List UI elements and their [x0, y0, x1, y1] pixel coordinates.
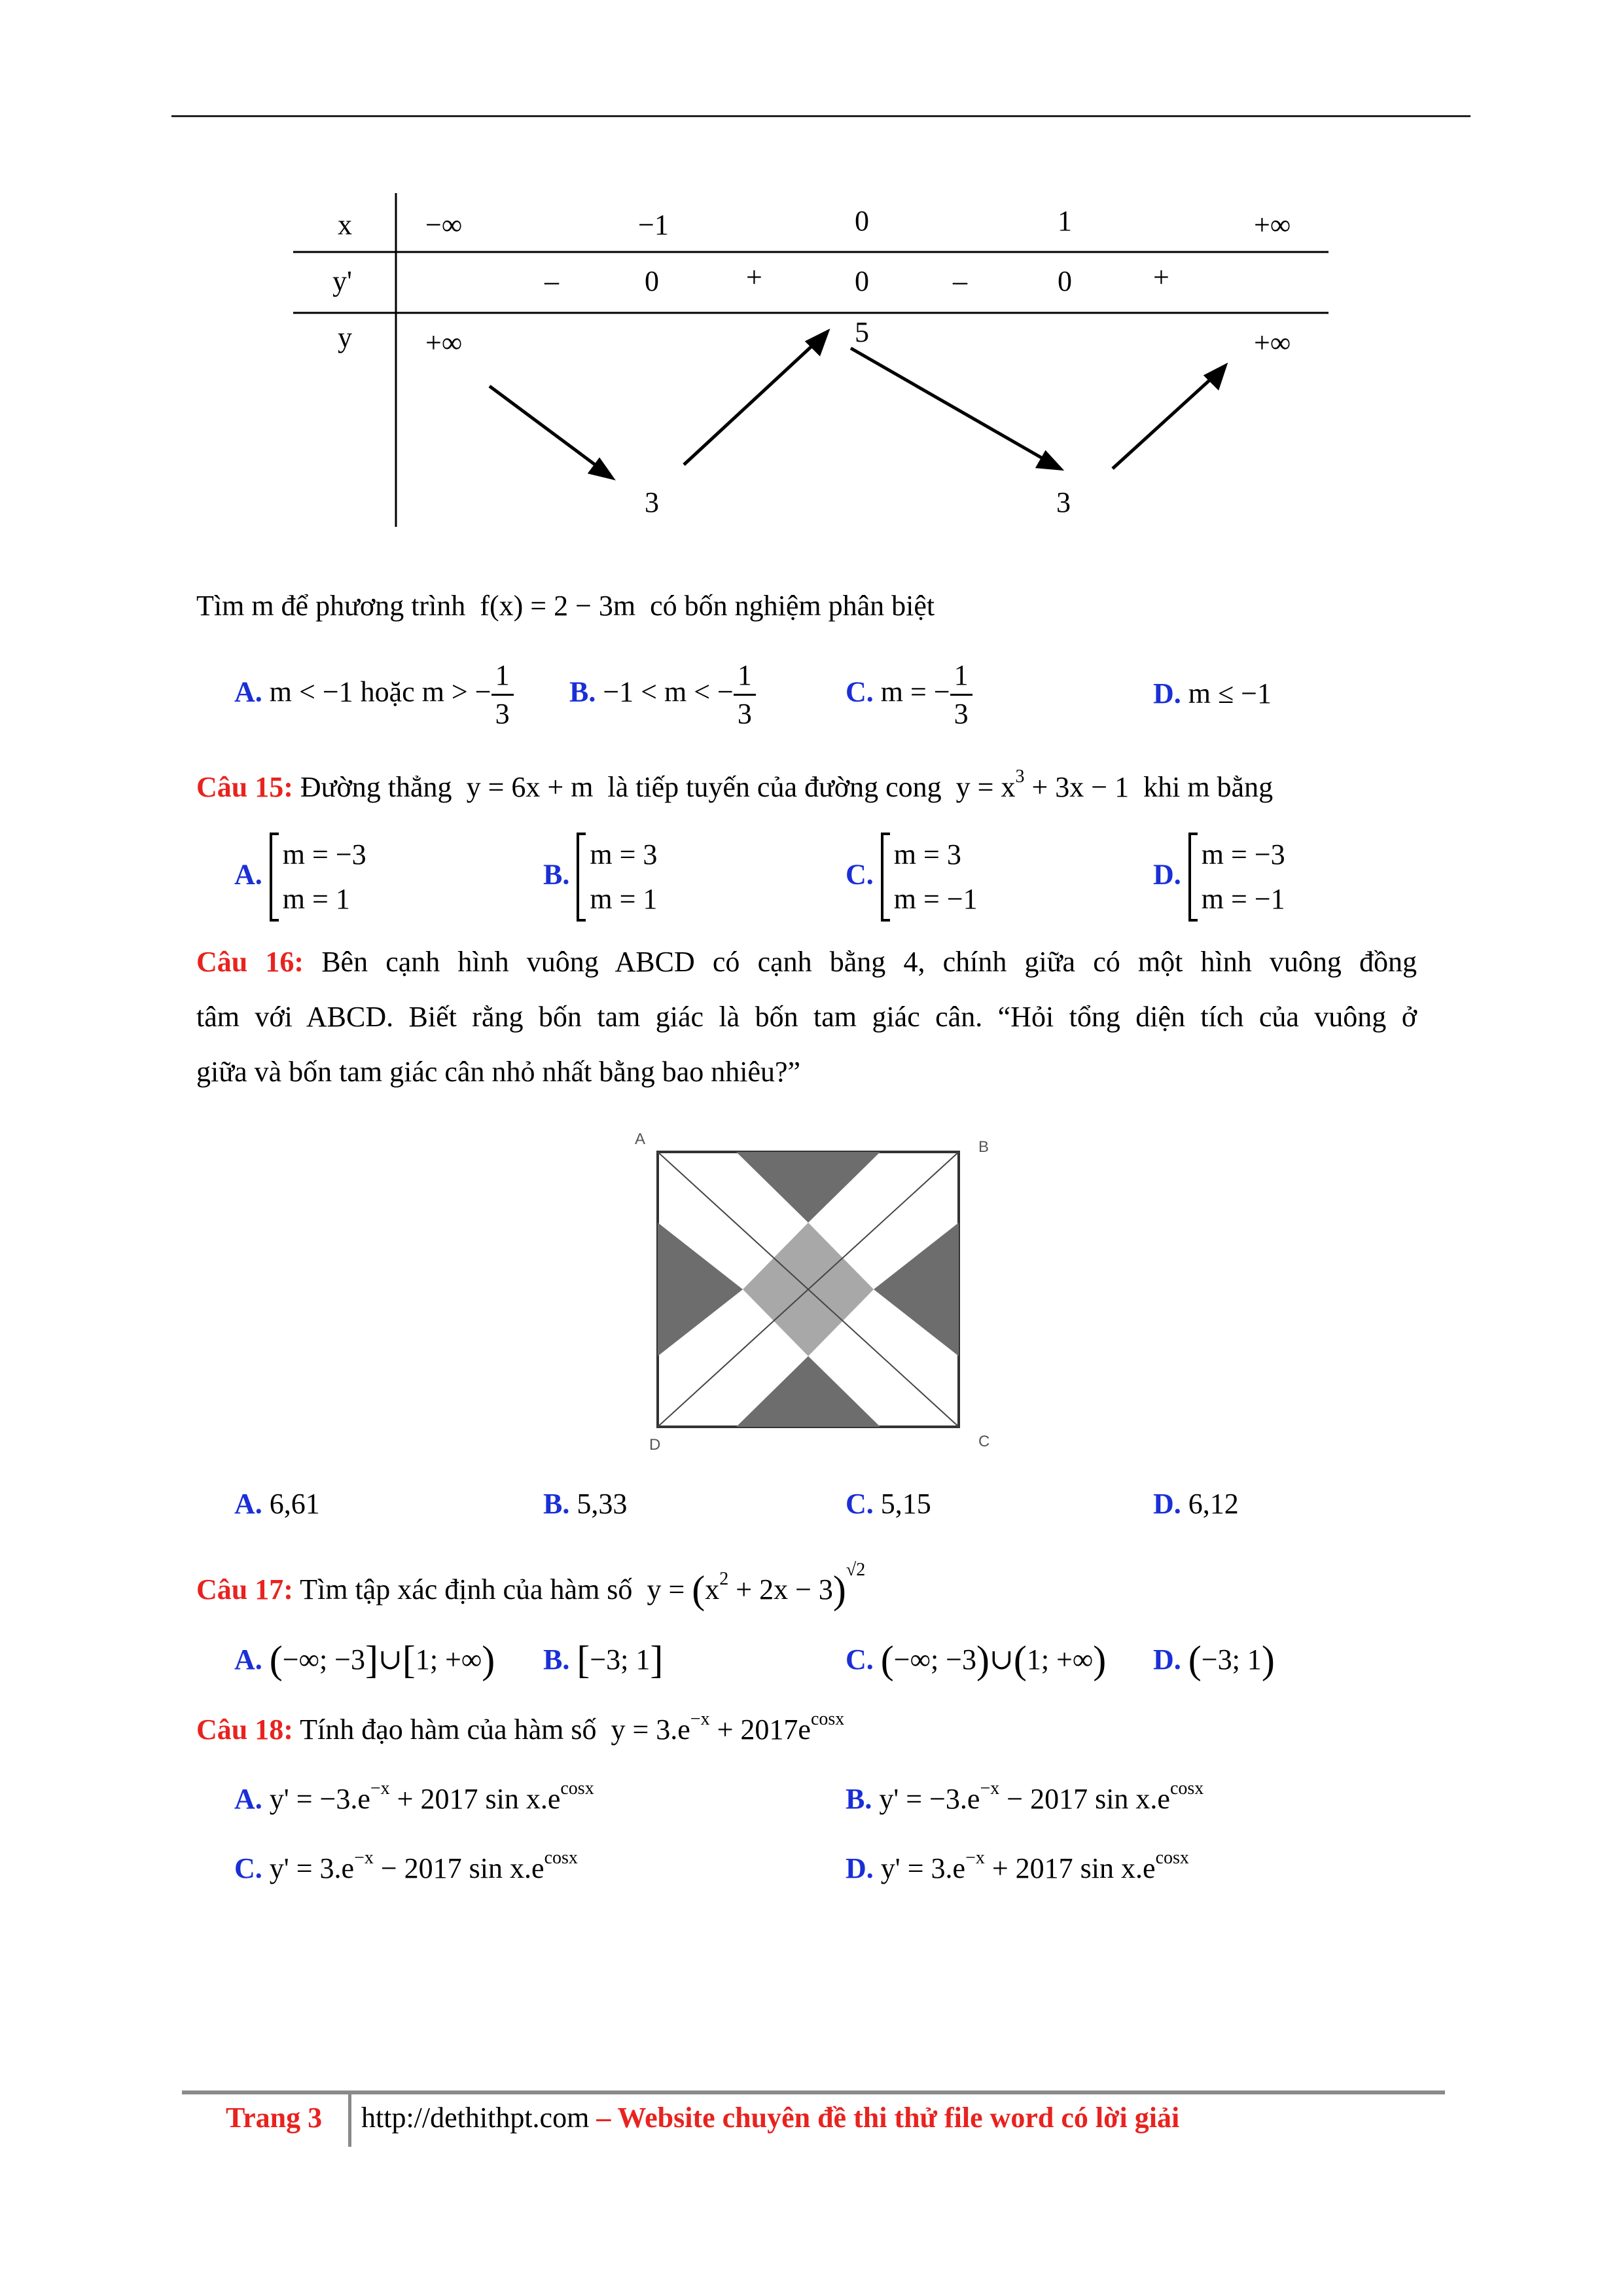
q16-line-2: tâm với ABCD. Biết rằng bốn tam giác là bốn tam giác cân. “Hỏi tổng diện tích của vuông ở — [196, 1001, 1417, 1033]
q14-option-c[interactable]: C. m = − $\frac{1}{3}$ — [846, 661, 972, 728]
x-value: +∞ — [1254, 209, 1291, 241]
label-a: A — [635, 1130, 646, 1148]
q15-option-d[interactable]: D. m = −3 m = −1 — [1153, 833, 1285, 922]
footer-text: http://dethithpt.com – Website chuyên đề thi thử file word có lời giải — [361, 2102, 1180, 2134]
yprime-sign: + — [746, 261, 762, 293]
q16-option-a[interactable]: A. 6,61 — [234, 1488, 320, 1520]
q16-line-1: Câu 16: Bên cạnh hình vuông ABCD có cạnh bằng 4, chính giữa có một hình vuông đồng — [196, 946, 1418, 978]
q15-option-a[interactable]: A. m = −3 m = 1 — [234, 833, 366, 922]
label-c: C — [978, 1433, 990, 1450]
yprime-sign: + — [1153, 261, 1169, 293]
q18-option-b[interactable]: B. $y' = -3.e^{-x} - 2017$ $\sin x.e^{cosx}$ — [846, 1778, 1204, 1815]
q14-option-a[interactable]: A. m < −1 hoặc m > − $\frac{1}{3}$ — [234, 661, 514, 728]
variation-table — [0, 0, 1623, 537]
square-figure — [622, 1126, 1014, 1453]
q17-option-c[interactable]: C. (−∞; −3)∪(1; +∞) — [846, 1638, 1107, 1681]
q16-option-b[interactable]: B. 5,33 — [543, 1488, 628, 1520]
q18-option-d[interactable]: D. $y' = 3.e^{-x} + 2017$ $\sin x.e^{cosx}$ — [846, 1848, 1189, 1884]
q18-option-c[interactable]: C. $y' = 3.e^{-x} - 2017$ $\sin x.e^{cosx}$ — [234, 1848, 578, 1884]
y-value: 3 — [1056, 486, 1071, 518]
footer-rule — [182, 2090, 1445, 2094]
q17-option-a[interactable]: A. (−∞; −3]∪[1; +∞) — [234, 1638, 495, 1681]
yprime-value: 0 — [1058, 265, 1072, 297]
yprime-value: 0 — [645, 265, 659, 297]
q17-stem: Câu 17: Tìm tập xác định của hàm số $y = (x^2 + 2x - 3)^{√2}$ — [196, 1560, 866, 1611]
arrow-down-1 — [490, 386, 602, 470]
footer-link[interactable]: http://dethithpt.com — [361, 2102, 590, 2134]
footer-divider — [348, 2094, 351, 2147]
q14-option-b[interactable]: B. −1 < m < − $\frac{1}{3}$ — [569, 661, 756, 728]
y-value: +∞ — [425, 327, 463, 359]
yprime-sign: – — [953, 265, 967, 297]
label-b: B — [978, 1138, 990, 1156]
q17-option-b[interactable]: B. [−3; 1] — [543, 1638, 664, 1681]
q15-stem: Câu 15: Đường thẳng y = 6x + m là tiếp tuyến của đường cong $y = x^3 + 3x - 1$ khi m bằng — [196, 766, 1274, 803]
x-value: 0 — [855, 205, 869, 237]
arrow-head — [1206, 366, 1225, 387]
x-value: 1 — [1058, 205, 1072, 237]
yprime-value: 0 — [855, 265, 869, 297]
q18-option-a[interactable]: A. $y' = -3.e^{-x} + 2017$ $\sin x.e^{cosx}$ — [234, 1778, 594, 1815]
x-value: −1 — [638, 209, 669, 241]
y-value: 5 — [855, 316, 869, 348]
x-value: −∞ — [425, 209, 463, 241]
q15-option-c[interactable]: C. m = 3 m = −1 — [846, 833, 978, 922]
q18-stem: Câu 18: Tính đạo hàm của hàm số $y = 3.e^{-x} + 2017e^{cosx}$ — [196, 1709, 845, 1746]
footer-page: Trang 3 — [226, 2102, 323, 2134]
y-value: 3 — [645, 486, 659, 518]
q14-stem: Tìm m để phương trình f(x) = 2 − 3m có bốn nghiệm phân biệt — [196, 590, 935, 622]
arrow-head — [1038, 453, 1060, 469]
arrow-down-2 — [851, 348, 1049, 462]
table-y-label: y — [338, 321, 352, 353]
y-value: +∞ — [1254, 327, 1291, 359]
arrow-up-1 — [684, 340, 818, 465]
q15-option-b[interactable]: B. m = 3 m = 1 — [543, 833, 657, 922]
table-yprime-label: y' — [332, 265, 352, 297]
q16-option-d[interactable]: D. 6,12 — [1153, 1488, 1239, 1520]
q14-option-d[interactable]: D. m ≤ −1 — [1153, 677, 1272, 709]
arrow-head — [808, 332, 827, 353]
q17-option-d[interactable]: D. (−3; 1) — [1153, 1638, 1275, 1681]
q16-line-3: giữa và bốn tam giác cân nhỏ nhất bằng bao nhiêu?” — [196, 1056, 801, 1088]
arrow-up-2 — [1113, 374, 1216, 469]
table-x-label: x — [338, 209, 352, 241]
label-d: D — [649, 1436, 661, 1453]
yprime-sign: – — [544, 265, 559, 297]
q16-option-c[interactable]: C. 5,15 — [846, 1488, 931, 1520]
